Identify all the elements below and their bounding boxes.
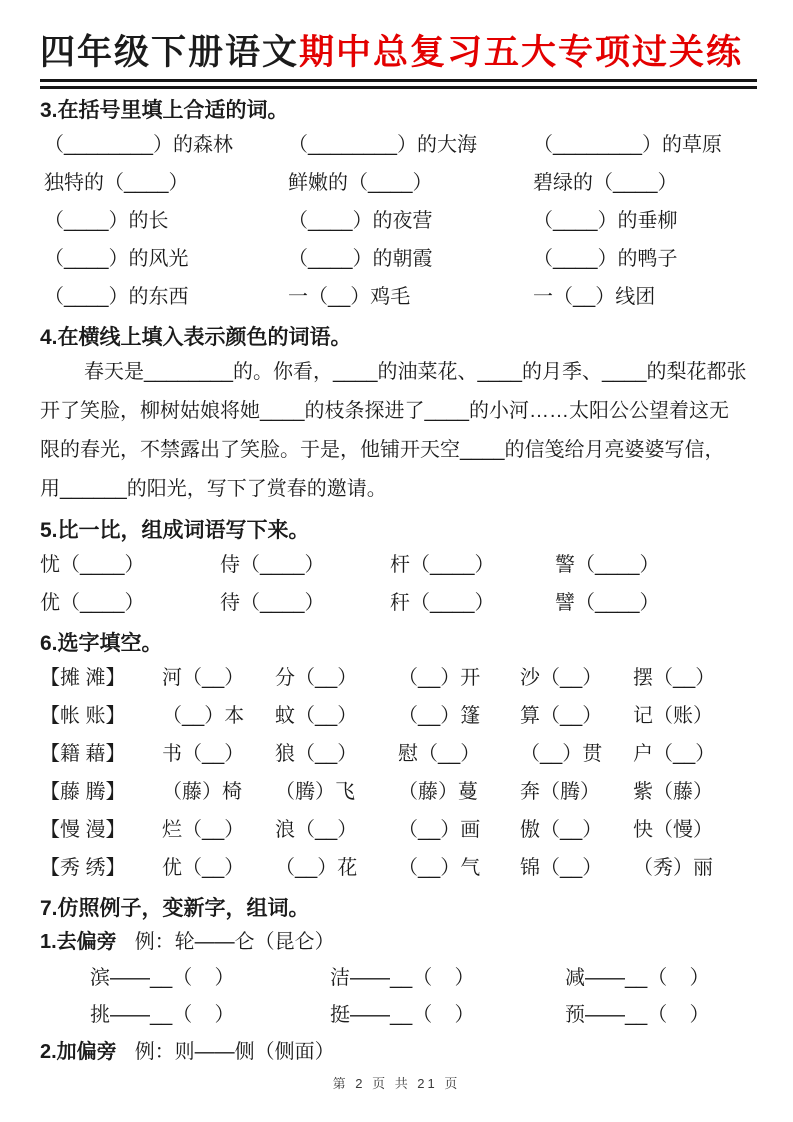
choice-blank-item: （__）画 xyxy=(398,818,481,841)
fill-word-row xyxy=(40,126,757,164)
choice-blank-item: 优（__） xyxy=(162,856,245,879)
fill-word-row xyxy=(40,278,757,316)
section-3-heading: 3.在括号里填上合适的词。 xyxy=(40,98,289,122)
fill-blank-item: （____）的夜营 xyxy=(288,209,433,232)
choice-blank-item: （__）篷 xyxy=(398,704,481,727)
choice-blank-item: （腾）飞 xyxy=(275,780,355,803)
fill-word-row xyxy=(40,240,757,278)
section-4-heading: 4.在横线上填入表示颜色的词语。 xyxy=(40,325,352,349)
choice-blank-item: 算（__） xyxy=(520,704,603,727)
sub-exercise-2-label: 2.加偏旁 xyxy=(40,1040,117,1063)
sub-exercise-1-example: 例：轮——仑（昆仑） xyxy=(134,930,335,953)
fill-blank-item: 一（__）线团 xyxy=(533,285,656,308)
choice-blank-item: 紫（藤） xyxy=(633,780,713,803)
char-blank-item: 待（____） xyxy=(220,591,325,614)
choice-blank-item: （藤）椅 xyxy=(162,780,242,803)
choice-blank-item: 快（慢） xyxy=(633,818,713,841)
transform-blank-item: 减——__（ ） xyxy=(565,966,710,989)
choose-char-row xyxy=(40,659,757,697)
char-blank-item: 警（____） xyxy=(555,553,660,576)
fill-blank-item: （________）的森林 xyxy=(44,133,233,156)
choice-blank-item: （藤）蔓 xyxy=(398,780,478,803)
char-blank-item: 秆（____） xyxy=(390,591,495,614)
paragraph-line: 春天是________的。你看，____的油菜花、____的月季、____的梨花都张 xyxy=(84,360,747,383)
choice-blank-item: 户（__） xyxy=(633,742,716,765)
choice-blank-item: 记（账） xyxy=(633,704,713,727)
compare-char-row xyxy=(40,546,757,584)
transform-blank-item: 洁——__（ ） xyxy=(330,966,475,989)
choice-blank-item: 奔（腾） xyxy=(520,780,600,803)
fill-blank-item: （________）的大海 xyxy=(288,133,477,156)
fill-blank-item: （____）的长 xyxy=(44,209,169,232)
choice-blank-item: 书（__） xyxy=(162,742,245,765)
fill-word-row xyxy=(40,202,757,240)
transform-blank-item: 挑——__（ ） xyxy=(90,1003,235,1026)
choice-blank-item: （秀）丽 xyxy=(633,856,713,879)
choice-blank-item: （__）本 xyxy=(162,704,245,727)
sub-exercise-1-label: 1.去偏旁 xyxy=(40,930,117,953)
choose-char-row xyxy=(40,697,757,735)
fill-blank-item: 鲜嫩的（____） xyxy=(288,171,433,194)
choose-char-row xyxy=(40,773,757,811)
char-blank-item: 譬（____） xyxy=(555,591,660,614)
choice-blank-item: 锦（__） xyxy=(520,856,603,879)
footer-page-number: 第 2 页 共 21 页 xyxy=(332,1076,461,1091)
transform-blank-item: 挺——__（ ） xyxy=(330,1003,475,1026)
choice-blank-item: 蚊（__） xyxy=(275,704,358,727)
char-choice-bracket: 【秀 绣】 xyxy=(40,856,126,879)
paragraph-line: 用______的阳光，写下了赏春的邀请。 xyxy=(40,477,387,500)
char-transform-row xyxy=(40,997,757,1034)
char-blank-item: 侍（____） xyxy=(220,553,325,576)
choice-blank-item: 浪（__） xyxy=(275,818,358,841)
choice-blank-item: （__）贯 xyxy=(520,742,603,765)
fill-blank-item: （____）的风光 xyxy=(44,247,189,270)
char-blank-item: 优（____） xyxy=(40,591,145,614)
char-blank-item: 忧（____） xyxy=(40,553,145,576)
choose-char-row xyxy=(40,735,757,773)
title-red-part: 期中总复习五大专项过关练 xyxy=(299,33,744,72)
sub-exercise-2-example: 例：则——侧（侧面） xyxy=(134,1040,335,1063)
choice-blank-item: 摆（__） xyxy=(633,666,716,689)
fill-blank-item: （____）的东西 xyxy=(44,285,189,308)
fill-blank-item: 碧绿的（____） xyxy=(533,171,678,194)
paragraph-line: 限的春光，不禁露出了笑脸。于是，他铺开天空____的信笺给月亮婆婆写信， xyxy=(40,438,725,461)
title-double-underline xyxy=(40,79,757,89)
fill-blank-item: （________）的草原 xyxy=(533,133,722,156)
char-choice-bracket: 【藤 腾】 xyxy=(40,780,126,803)
sub-exercise-1 xyxy=(40,924,757,960)
choice-blank-item: 分（__） xyxy=(275,666,358,689)
compare-char-row xyxy=(40,584,757,622)
char-choice-bracket: 【籍 藉】 xyxy=(40,742,126,765)
fill-blank-item: 独特的（____） xyxy=(44,171,189,194)
choice-blank-item: 狼（__） xyxy=(275,742,358,765)
choice-blank-item: 慰（__） xyxy=(398,742,481,765)
choice-blank-item: （__）花 xyxy=(275,856,358,879)
char-choice-bracket: 【慢 漫】 xyxy=(40,818,126,841)
choice-blank-item: 河（__） xyxy=(162,666,245,689)
sub-exercise-2 xyxy=(40,1034,757,1070)
char-choice-bracket: 【摊 滩】 xyxy=(40,666,126,689)
choose-char-row xyxy=(40,849,757,887)
fill-blank-item: 一（__）鸡毛 xyxy=(288,285,411,308)
worksheet-title xyxy=(40,30,757,76)
section-6-heading: 6.选字填空。 xyxy=(40,631,163,655)
choice-blank-item: 沙（__） xyxy=(520,666,603,689)
char-choice-bracket: 【帐 账】 xyxy=(40,704,126,727)
fill-word-row xyxy=(40,164,757,202)
char-transform-row xyxy=(40,960,757,997)
char-blank-item: 杆（____） xyxy=(390,553,495,576)
section-7-heading: 7.仿照例子，变新字，组词。 xyxy=(40,896,310,920)
choice-blank-item: 傲（__） xyxy=(520,818,603,841)
choose-char-row xyxy=(40,811,757,849)
fill-blank-item: （____）的垂柳 xyxy=(533,209,678,232)
fill-blank-item: （____）的朝霞 xyxy=(288,247,433,270)
section-5-heading: 5.比一比，组成词语写下来。 xyxy=(40,518,310,542)
paragraph-line: 开了笑脸，柳树姑娘将她____的枝条探进了____的小河……太阳公公望着这无 xyxy=(40,399,729,422)
fill-blank-item: （____）的鸭子 xyxy=(533,247,678,270)
transform-blank-item: 预——__（ ） xyxy=(565,1003,710,1026)
choice-blank-item: （__）开 xyxy=(398,666,481,689)
title-black-part: 四年级下册语文 xyxy=(40,33,300,72)
choice-blank-item: 烂（__） xyxy=(162,818,245,841)
transform-blank-item: 滨——__（ ） xyxy=(90,966,235,989)
choice-blank-item: （__）气 xyxy=(398,856,481,879)
